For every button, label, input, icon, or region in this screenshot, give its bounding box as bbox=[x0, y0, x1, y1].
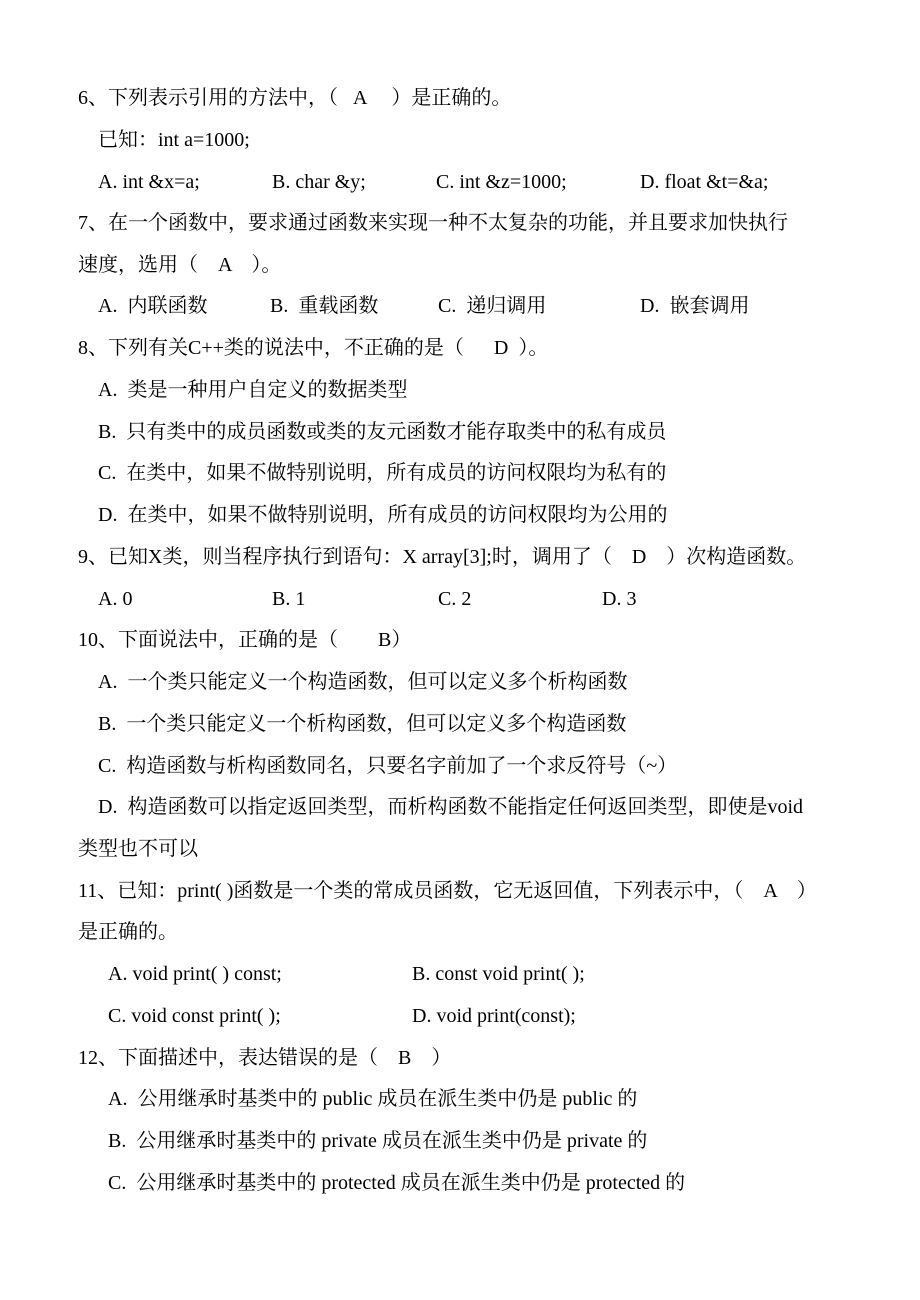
q11-option-c: C. void const print( ); bbox=[108, 1005, 281, 1027]
q7-stem-line1: 7、在一个函数中，要求通过函数来实现一种不太复杂的功能，并且要求加快执行 bbox=[78, 212, 788, 234]
q6-option-c: C. int &z=1000; bbox=[436, 171, 567, 193]
q8-option-b: B. 只有类中的成员函数或类的友元函数才能存取类中的私有成员 bbox=[98, 421, 667, 443]
q12-option-b: B. 公用继承时基类中的 private 成员在派生类中仍是 private 的 bbox=[108, 1130, 648, 1152]
q9-option-c: C. 2 bbox=[438, 588, 472, 610]
q8-stem: 8、下列有关C++类的说法中，不正确的是（ D ）。 bbox=[78, 337, 549, 359]
q10-option-c: C. 构造函数与析构函数同名，只要名字前加了一个求反符号（~） bbox=[98, 755, 678, 777]
q7-option-b: B. 重载函数 bbox=[270, 295, 379, 317]
q6-option-d: D. float &t=&a; bbox=[640, 171, 769, 193]
q11-option-b: B. const void print( ); bbox=[412, 963, 585, 985]
q9-option-b: B. 1 bbox=[272, 588, 306, 610]
q7-option-c: C. 递归调用 bbox=[438, 295, 547, 317]
q11-option-a: A. void print( ) const; bbox=[108, 963, 282, 985]
q6-stem: 6、下列表示引用的方法中，（ A ）是正确的。 bbox=[78, 87, 512, 109]
q10-option-a: A. 一个类只能定义一个构造函数，但可以定义多个析构函数 bbox=[98, 671, 628, 693]
q12-option-c: C. 公用继承时基类中的 protected 成员在派生类中仍是 protected 的 bbox=[108, 1172, 686, 1194]
q9-option-d: D. 3 bbox=[602, 588, 637, 610]
q12-option-a: A. 公用继承时基类中的 public 成员在派生类中仍是 public 的 bbox=[108, 1088, 638, 1110]
q6-option-a: A. int &x=a; bbox=[98, 171, 200, 193]
q12-stem: 12、下面描述中，表达错误的是（ B ） bbox=[78, 1047, 452, 1069]
q8-option-d: D. 在类中，如果不做特别说明，所有成员的访问权限均为公用的 bbox=[98, 504, 668, 526]
q7-stem-line2: 速度，选用（ A ）。 bbox=[78, 254, 282, 276]
q10-option-d: D. 构造函数可以指定返回类型，而析构函数不能指定任何返回类型，即使是void bbox=[98, 796, 803, 818]
q9-option-a: A. 0 bbox=[98, 588, 133, 610]
q7-option-a: A. 内联函数 bbox=[98, 295, 208, 317]
q11-stem-line2: 是正确的。 bbox=[78, 921, 178, 943]
q11-option-d: D. void print(const); bbox=[412, 1005, 576, 1027]
q7-option-d: D. 嵌套调用 bbox=[640, 295, 750, 317]
q6-given: 已知：int a=1000; bbox=[98, 129, 250, 151]
q10-stem: 10、下面说法中，正确的是（ B） bbox=[78, 629, 412, 651]
q8-option-c: C. 在类中，如果不做特别说明，所有成员的访问权限均为私有的 bbox=[98, 462, 667, 484]
q10-option-b: B. 一个类只能定义一个析构函数，但可以定义多个构造函数 bbox=[98, 713, 627, 735]
q8-option-a: A. 类是一种用户自定义的数据类型 bbox=[98, 379, 408, 401]
q10-continuation: 类型也不可以 bbox=[78, 838, 198, 860]
q6-option-b: B. char &y; bbox=[272, 171, 366, 193]
q11-stem-line1: 11、已知：print( )函数是一个类的常成员函数，它无返回值，下列表示中，（ A ） bbox=[78, 880, 817, 902]
q9-stem: 9、已知X类，则当程序执行到语句：X array[3];时，调用了（ D ）次构造函数。 bbox=[78, 546, 807, 568]
